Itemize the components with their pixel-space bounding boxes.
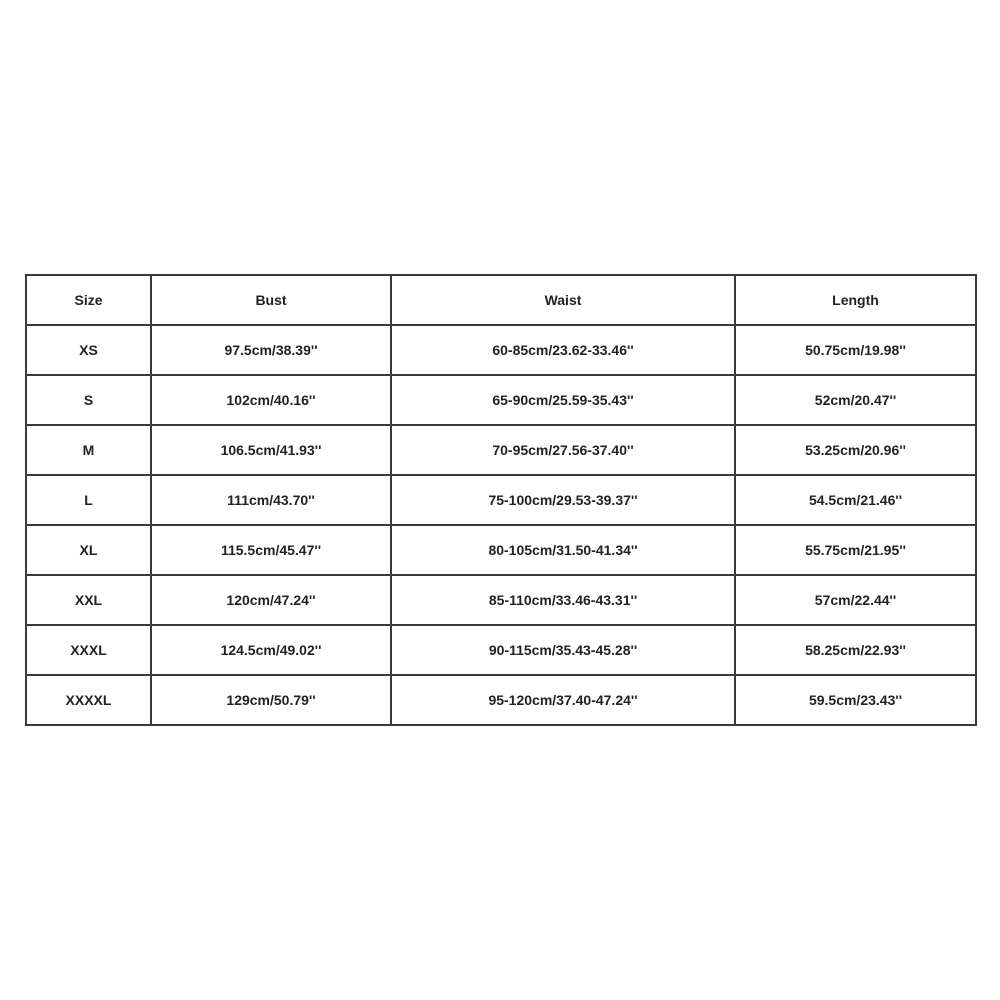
cell-size: XXXXL [26, 675, 151, 725]
cell-waist: 60-85cm/23.62-33.46'' [391, 325, 735, 375]
cell-waist: 90-115cm/35.43-45.28'' [391, 625, 735, 675]
cell-waist: 70-95cm/27.56-37.40'' [391, 425, 735, 475]
cell-waist: 95-120cm/37.40-47.24'' [391, 675, 735, 725]
cell-size: XXL [26, 575, 151, 625]
table-row [26, 625, 976, 675]
cell-bust: 102cm/40.16'' [151, 375, 391, 425]
header-waist: Waist [391, 275, 735, 325]
cell-length: 58.25cm/22.93'' [735, 625, 976, 675]
cell-bust: 124.5cm/49.02'' [151, 625, 391, 675]
cell-length: 50.75cm/19.98'' [735, 325, 976, 375]
header-size: Size [26, 275, 151, 325]
cell-length: 55.75cm/21.95'' [735, 525, 976, 575]
cell-bust: 115.5cm/45.47'' [151, 525, 391, 575]
cell-length: 53.25cm/20.96'' [735, 425, 976, 475]
table-row [26, 325, 976, 375]
cell-size: XL [26, 525, 151, 575]
cell-length: 54.5cm/21.46'' [735, 475, 976, 525]
table-row [26, 475, 976, 525]
table-row [26, 375, 976, 425]
table-row [26, 425, 976, 475]
cell-size: S [26, 375, 151, 425]
size-chart-table [25, 274, 977, 726]
cell-bust: 120cm/47.24'' [151, 575, 391, 625]
cell-bust: 106.5cm/41.93'' [151, 425, 391, 475]
table-row [26, 525, 976, 575]
cell-size: XXXL [26, 625, 151, 675]
cell-waist: 65-90cm/25.59-35.43'' [391, 375, 735, 425]
table-header-row [26, 275, 976, 325]
table-row [26, 675, 976, 725]
cell-waist: 75-100cm/29.53-39.37'' [391, 475, 735, 525]
header-bust: Bust [151, 275, 391, 325]
header-length: Length [735, 275, 976, 325]
cell-length: 52cm/20.47'' [735, 375, 976, 425]
cell-length: 59.5cm/23.43'' [735, 675, 976, 725]
cell-size: M [26, 425, 151, 475]
cell-size: L [26, 475, 151, 525]
cell-waist: 80-105cm/31.50-41.34'' [391, 525, 735, 575]
table-row [26, 575, 976, 625]
cell-bust: 111cm/43.70'' [151, 475, 391, 525]
cell-bust: 97.5cm/38.39'' [151, 325, 391, 375]
cell-size: XS [26, 325, 151, 375]
cell-length: 57cm/22.44'' [735, 575, 976, 625]
cell-bust: 129cm/50.79'' [151, 675, 391, 725]
cell-waist: 85-110cm/33.46-43.31'' [391, 575, 735, 625]
